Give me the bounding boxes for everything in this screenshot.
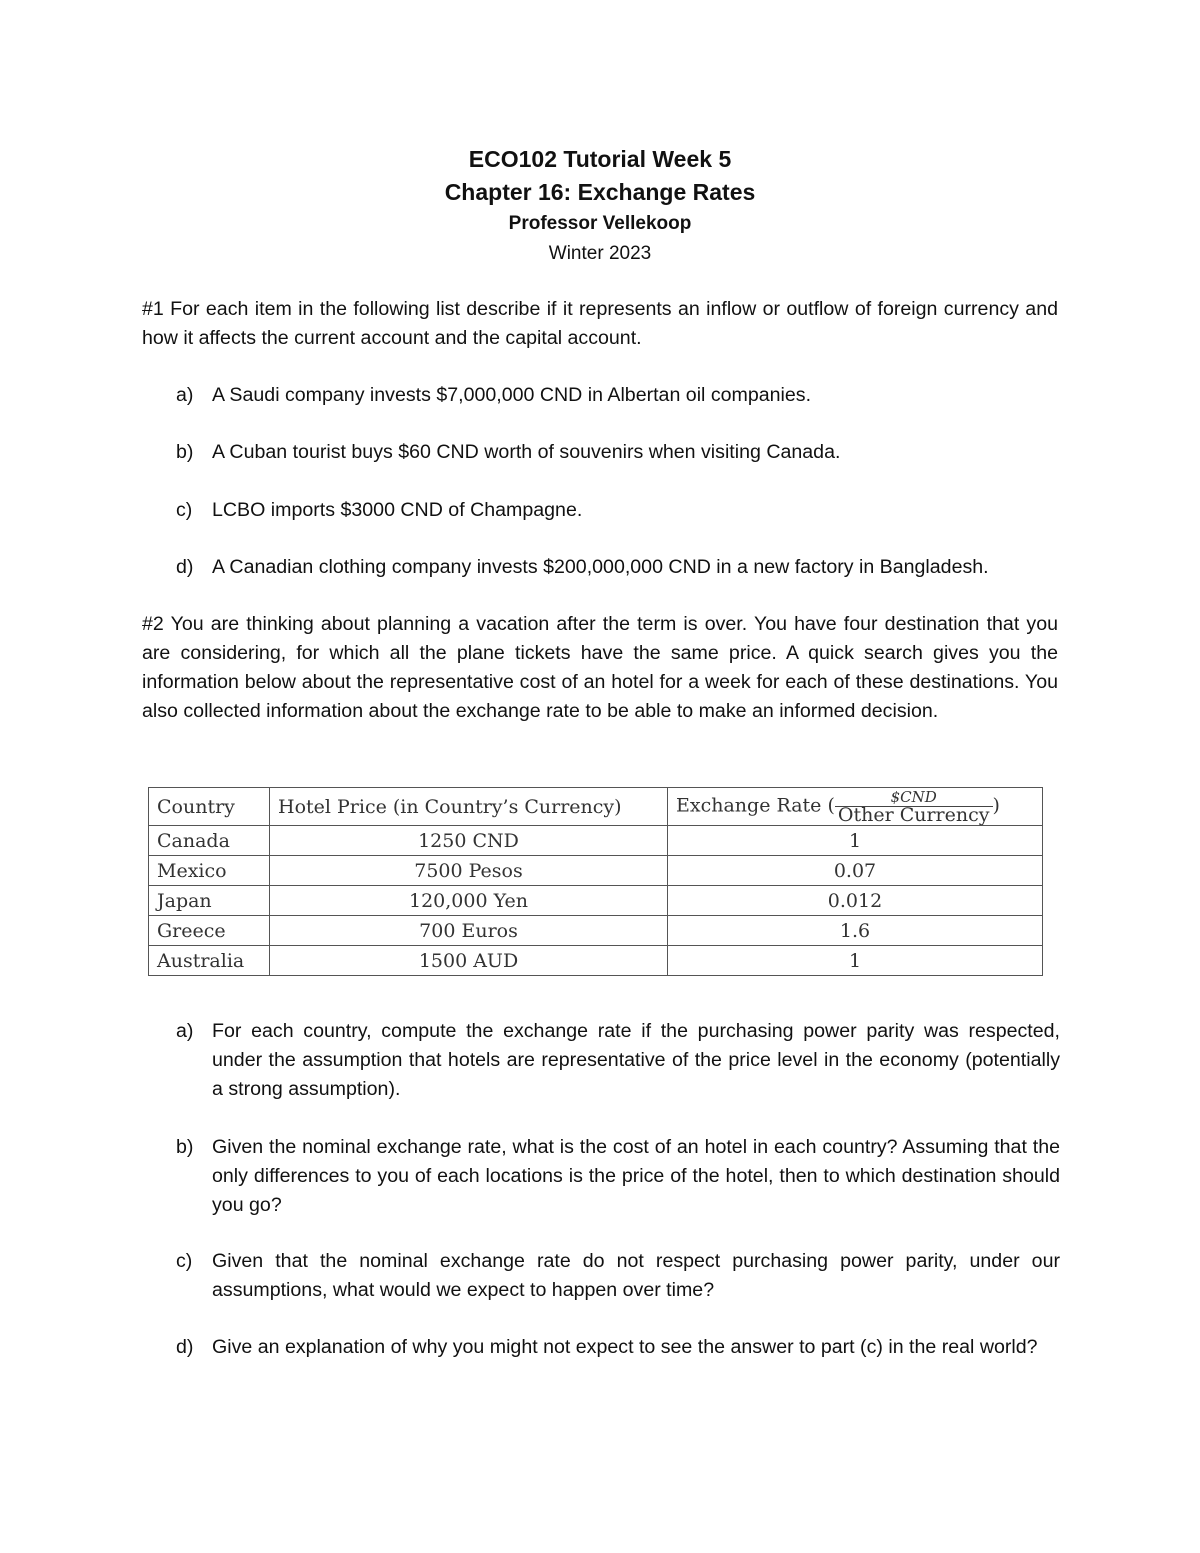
cell-price: 1250 CND bbox=[270, 826, 668, 856]
item-text: Give an explanation of why you might not expect to see the answer to part (c) in the real world? bbox=[212, 1336, 1038, 1358]
item-text: LCBO imports $3000 CND of Champagne. bbox=[212, 499, 583, 521]
table-row bbox=[149, 886, 1043, 916]
item-text: Given that the nominal exchange rate do not respect purchasing power parity, under our assumptions, what would we expect to happen over time? bbox=[212, 1250, 1060, 1301]
item-label: a) bbox=[176, 1020, 194, 1042]
term-label: Winter 2023 bbox=[548, 243, 652, 264]
question-1-prompt: #1 For each item in the following list describe if it represents an inflow or outflow of foreign currency and how it affects the current account and the capital account. bbox=[142, 298, 1058, 349]
cell-price: 7500 Pesos bbox=[270, 856, 668, 886]
q1-item-c bbox=[176, 496, 1060, 525]
cell-country: Japan bbox=[149, 886, 270, 916]
cell-rate: 0.07 bbox=[668, 856, 1043, 886]
rate-prefix: Exchange Rate ( bbox=[676, 794, 835, 817]
cell-country: Greece bbox=[149, 916, 270, 946]
q1-item-b bbox=[176, 438, 1060, 467]
table-row bbox=[149, 916, 1043, 946]
table-header-row bbox=[149, 788, 1043, 826]
header-hotel-price: Hotel Price (in Country’s Currency) bbox=[270, 788, 668, 826]
cell-country: Australia bbox=[149, 946, 270, 976]
question-2-prompt: #2 You are thinking about planning a vacation after the term is over. You have four destination that you are considering, for which all the plane tickets have the same price. A quick search gives you the information below about the representative cost of an hotel for a week for each of these destinations. You also collected information about the exchange rate to be able to make an informed decision. bbox=[142, 613, 1058, 722]
hotel-exchange-rate-table bbox=[148, 787, 1043, 976]
cell-price: 120,000 Yen bbox=[270, 886, 668, 916]
item-label: c) bbox=[176, 499, 193, 521]
rate-numerator: $CND bbox=[835, 789, 993, 807]
professor-name: Professor Vellekoop bbox=[508, 213, 692, 234]
chapter-title: Chapter 16: Exchange Rates bbox=[444, 179, 756, 205]
item-label: b) bbox=[176, 441, 194, 463]
document-title: ECO102 Tutorial Week 5 bbox=[468, 146, 732, 172]
item-text: Given the nominal exchange rate, what is the cost of an hotel in each country? Assuming that the only differences to you of each locations is the price of the hotel, then to which destination should you go? bbox=[212, 1136, 1060, 1216]
cell-country: Mexico bbox=[149, 856, 270, 886]
document-header bbox=[0, 143, 1200, 269]
cell-rate: 1.6 bbox=[668, 916, 1043, 946]
header-country: Country bbox=[149, 788, 270, 826]
item-text: A Canadian clothing company invests $200,000,000 CND in a new factory in Bangladesh. bbox=[212, 556, 989, 578]
q2-item-a bbox=[176, 1017, 1060, 1104]
item-label: c) bbox=[176, 1250, 193, 1272]
cell-rate: 1 bbox=[668, 826, 1043, 856]
item-text: A Saudi company invests $7,000,000 CND in Albertan oil companies. bbox=[212, 384, 812, 406]
item-label: a) bbox=[176, 384, 194, 406]
table-row bbox=[149, 856, 1043, 886]
item-label: d) bbox=[176, 1336, 194, 1358]
rate-denominator: Other Currency bbox=[837, 804, 990, 826]
cell-rate: 0.012 bbox=[668, 886, 1043, 916]
cell-country: Canada bbox=[149, 826, 270, 856]
header-exchange-rate bbox=[668, 788, 1043, 826]
q2-item-b bbox=[176, 1133, 1060, 1220]
cell-price: 700 Euros bbox=[270, 916, 668, 946]
item-label: d) bbox=[176, 556, 194, 578]
q2-item-d bbox=[176, 1333, 1060, 1362]
q1-item-d bbox=[176, 553, 1060, 582]
cell-rate: 1 bbox=[668, 946, 1043, 976]
item-text: For each country, compute the exchange rate if the purchasing power parity was respected, under the assumption that hotels are representative of the price level in the economy (potentially a strong assumption). bbox=[212, 1020, 1060, 1100]
rate-fraction bbox=[835, 789, 993, 824]
item-text: A Cuban tourist buys $60 CND worth of souvenirs when visiting Canada. bbox=[212, 441, 841, 463]
table-row bbox=[149, 946, 1043, 976]
q1-item-a bbox=[176, 381, 1060, 410]
q2-item-c bbox=[176, 1247, 1060, 1305]
cell-price: 1500 AUD bbox=[270, 946, 668, 976]
rate-suffix: ) bbox=[992, 794, 1000, 817]
item-label: b) bbox=[176, 1136, 194, 1158]
table-row bbox=[149, 826, 1043, 856]
